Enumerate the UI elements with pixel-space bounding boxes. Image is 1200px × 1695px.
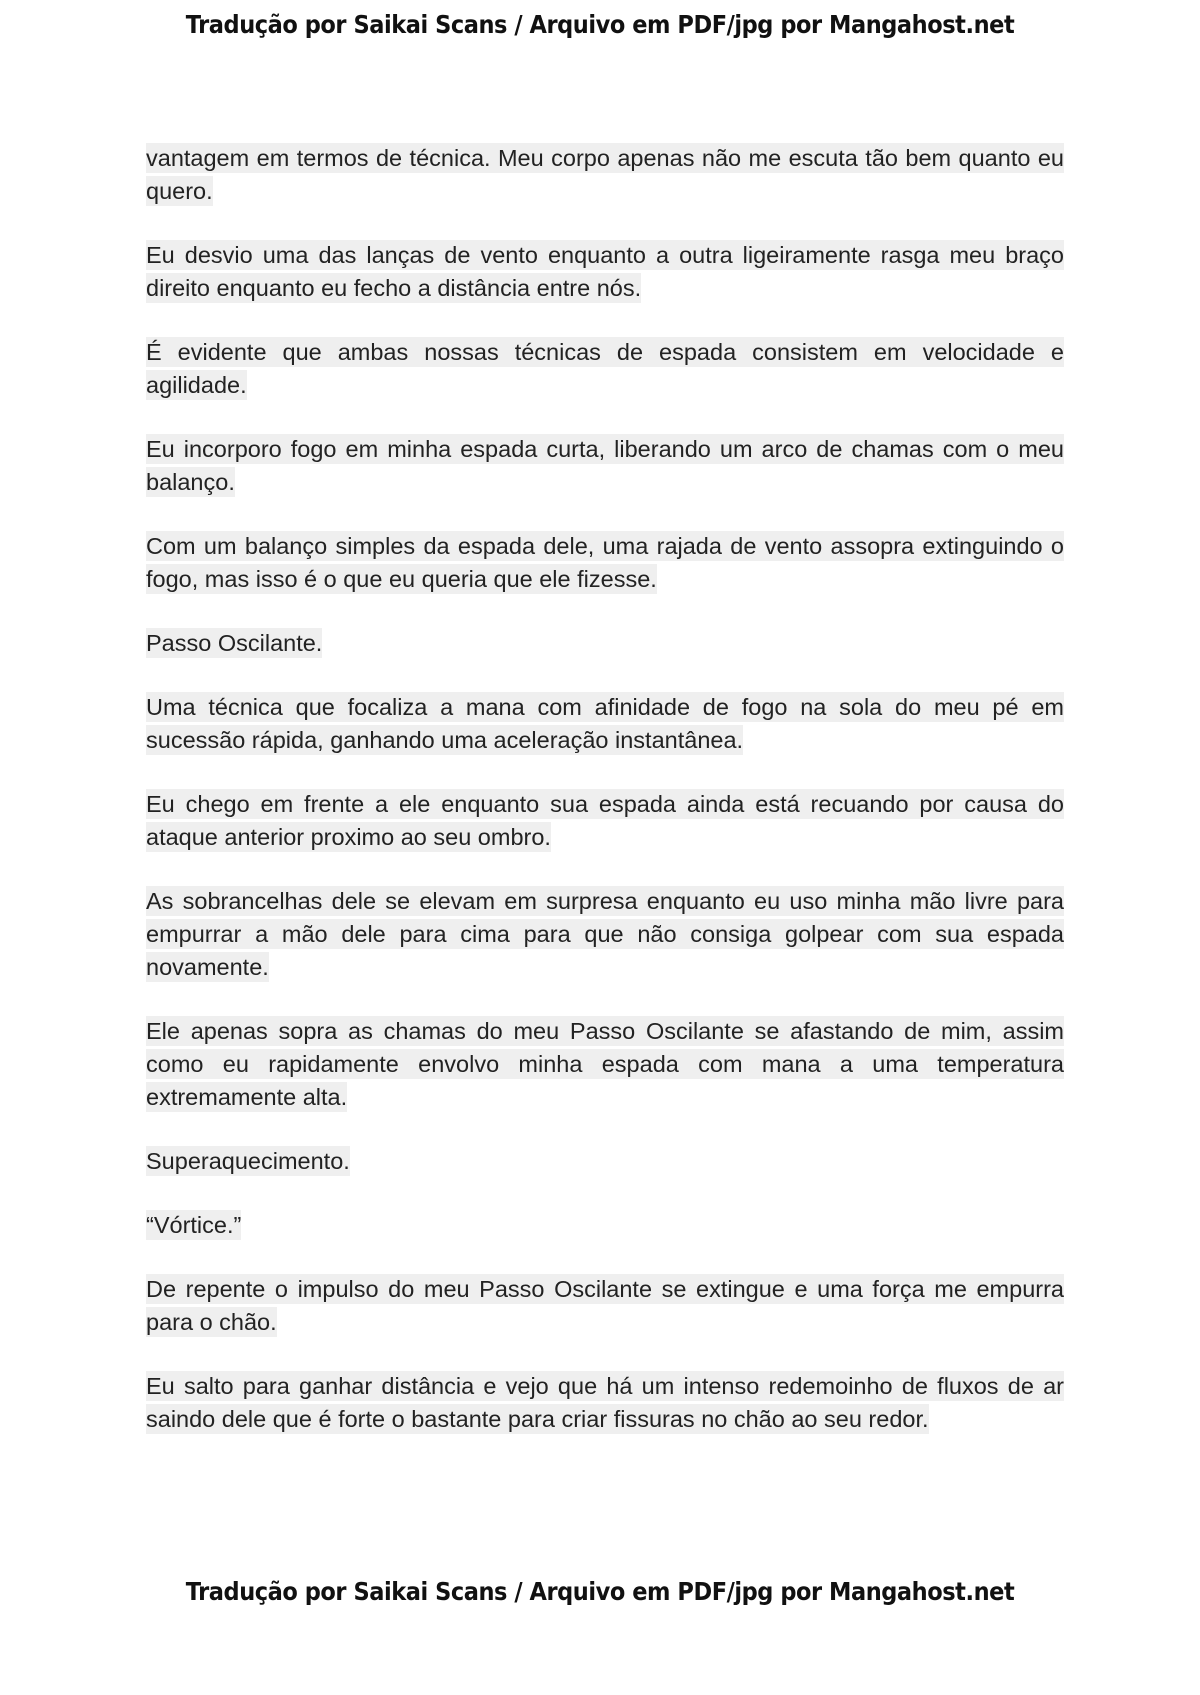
paragraph-6 [146, 627, 1064, 660]
paragraph-2-text: Eu desvio uma das lanças de vento enquanto a outra ligeiramente rasga meu braço direito enquanto eu fecho a distância entre nós. [146, 242, 1064, 301]
header-banner: Tradução por Saikai Scans / Arquivo em PDF/jpg por Mangahost.net [185, 10, 1015, 39]
paragraph-2 [146, 239, 1064, 305]
paragraph-11-text: Superaquecimento. [146, 1148, 350, 1174]
paragraph-8-text: Eu chego em frente a ele enquanto sua espada ainda está recuando por causa do ataque anterior proximo ao seu ombro. [146, 791, 1064, 850]
paragraph-13 [146, 1273, 1064, 1339]
paragraph-4-text: Eu incorporo fogo em minha espada curta, liberando um arco de chamas com o meu balanço. [146, 436, 1064, 495]
paragraph-9-text: As sobrancelhas dele se elevam em surpresa enquanto eu uso minha mão livre para empurrar a mão dele para cima para que não consiga golpear com sua espada novamente. [146, 888, 1064, 980]
paragraph-5 [146, 530, 1064, 596]
paragraph-9 [146, 885, 1064, 984]
paragraph-12-text: “Vórtice.” [146, 1212, 242, 1238]
paragraph-12 [146, 1209, 1064, 1242]
footer-banner: Tradução por Saikai Scans / Arquivo em PDF/jpg por Mangahost.net [185, 1577, 1015, 1606]
paragraph-14 [146, 1370, 1064, 1436]
paragraph-11 [146, 1145, 1064, 1178]
paragraph-1 [146, 142, 1064, 208]
paragraph-1-text: vantagem em termos de técnica. Meu corpo apenas não me escuta tão bem quanto eu quero. [146, 145, 1064, 204]
paragraph-13-text: De repente o impulso do meu Passo Oscilante se extingue e uma força me empurra para o chão. [146, 1276, 1064, 1335]
paragraph-7 [146, 691, 1064, 757]
paragraph-4 [146, 433, 1064, 499]
paragraph-5-text: Com um balanço simples da espada dele, uma rajada de vento assopra extinguindo o fogo, mas isso é o que eu queria que ele fizesse. [146, 533, 1064, 592]
paragraph-10-text: Ele apenas sopra as chamas do meu Passo Oscilante se afastando de mim, assim como eu rapidamente envolvo minha espada com mana a uma temperatura extremamente alta. [146, 1018, 1064, 1110]
paragraph-3 [146, 336, 1064, 402]
paragraph-10 [146, 1015, 1064, 1114]
document-body [146, 142, 1064, 1467]
paragraph-6-text: Passo Oscilante. [146, 630, 323, 656]
paragraph-8 [146, 788, 1064, 854]
paragraph-14-text: Eu salto para ganhar distância e vejo que há um intenso redemoinho de fluxos de ar saindo dele que é forte o bastante para criar fissuras no chão ao seu redor. [146, 1373, 1064, 1432]
paragraph-3-text: É evidente que ambas nossas técnicas de espada consistem em velocidade e agilidade. [146, 339, 1064, 398]
paragraph-7-text: Uma técnica que focaliza a mana com afinidade de fogo na sola do meu pé em sucessão rápida, ganhando uma aceleração instantânea. [146, 694, 1064, 753]
